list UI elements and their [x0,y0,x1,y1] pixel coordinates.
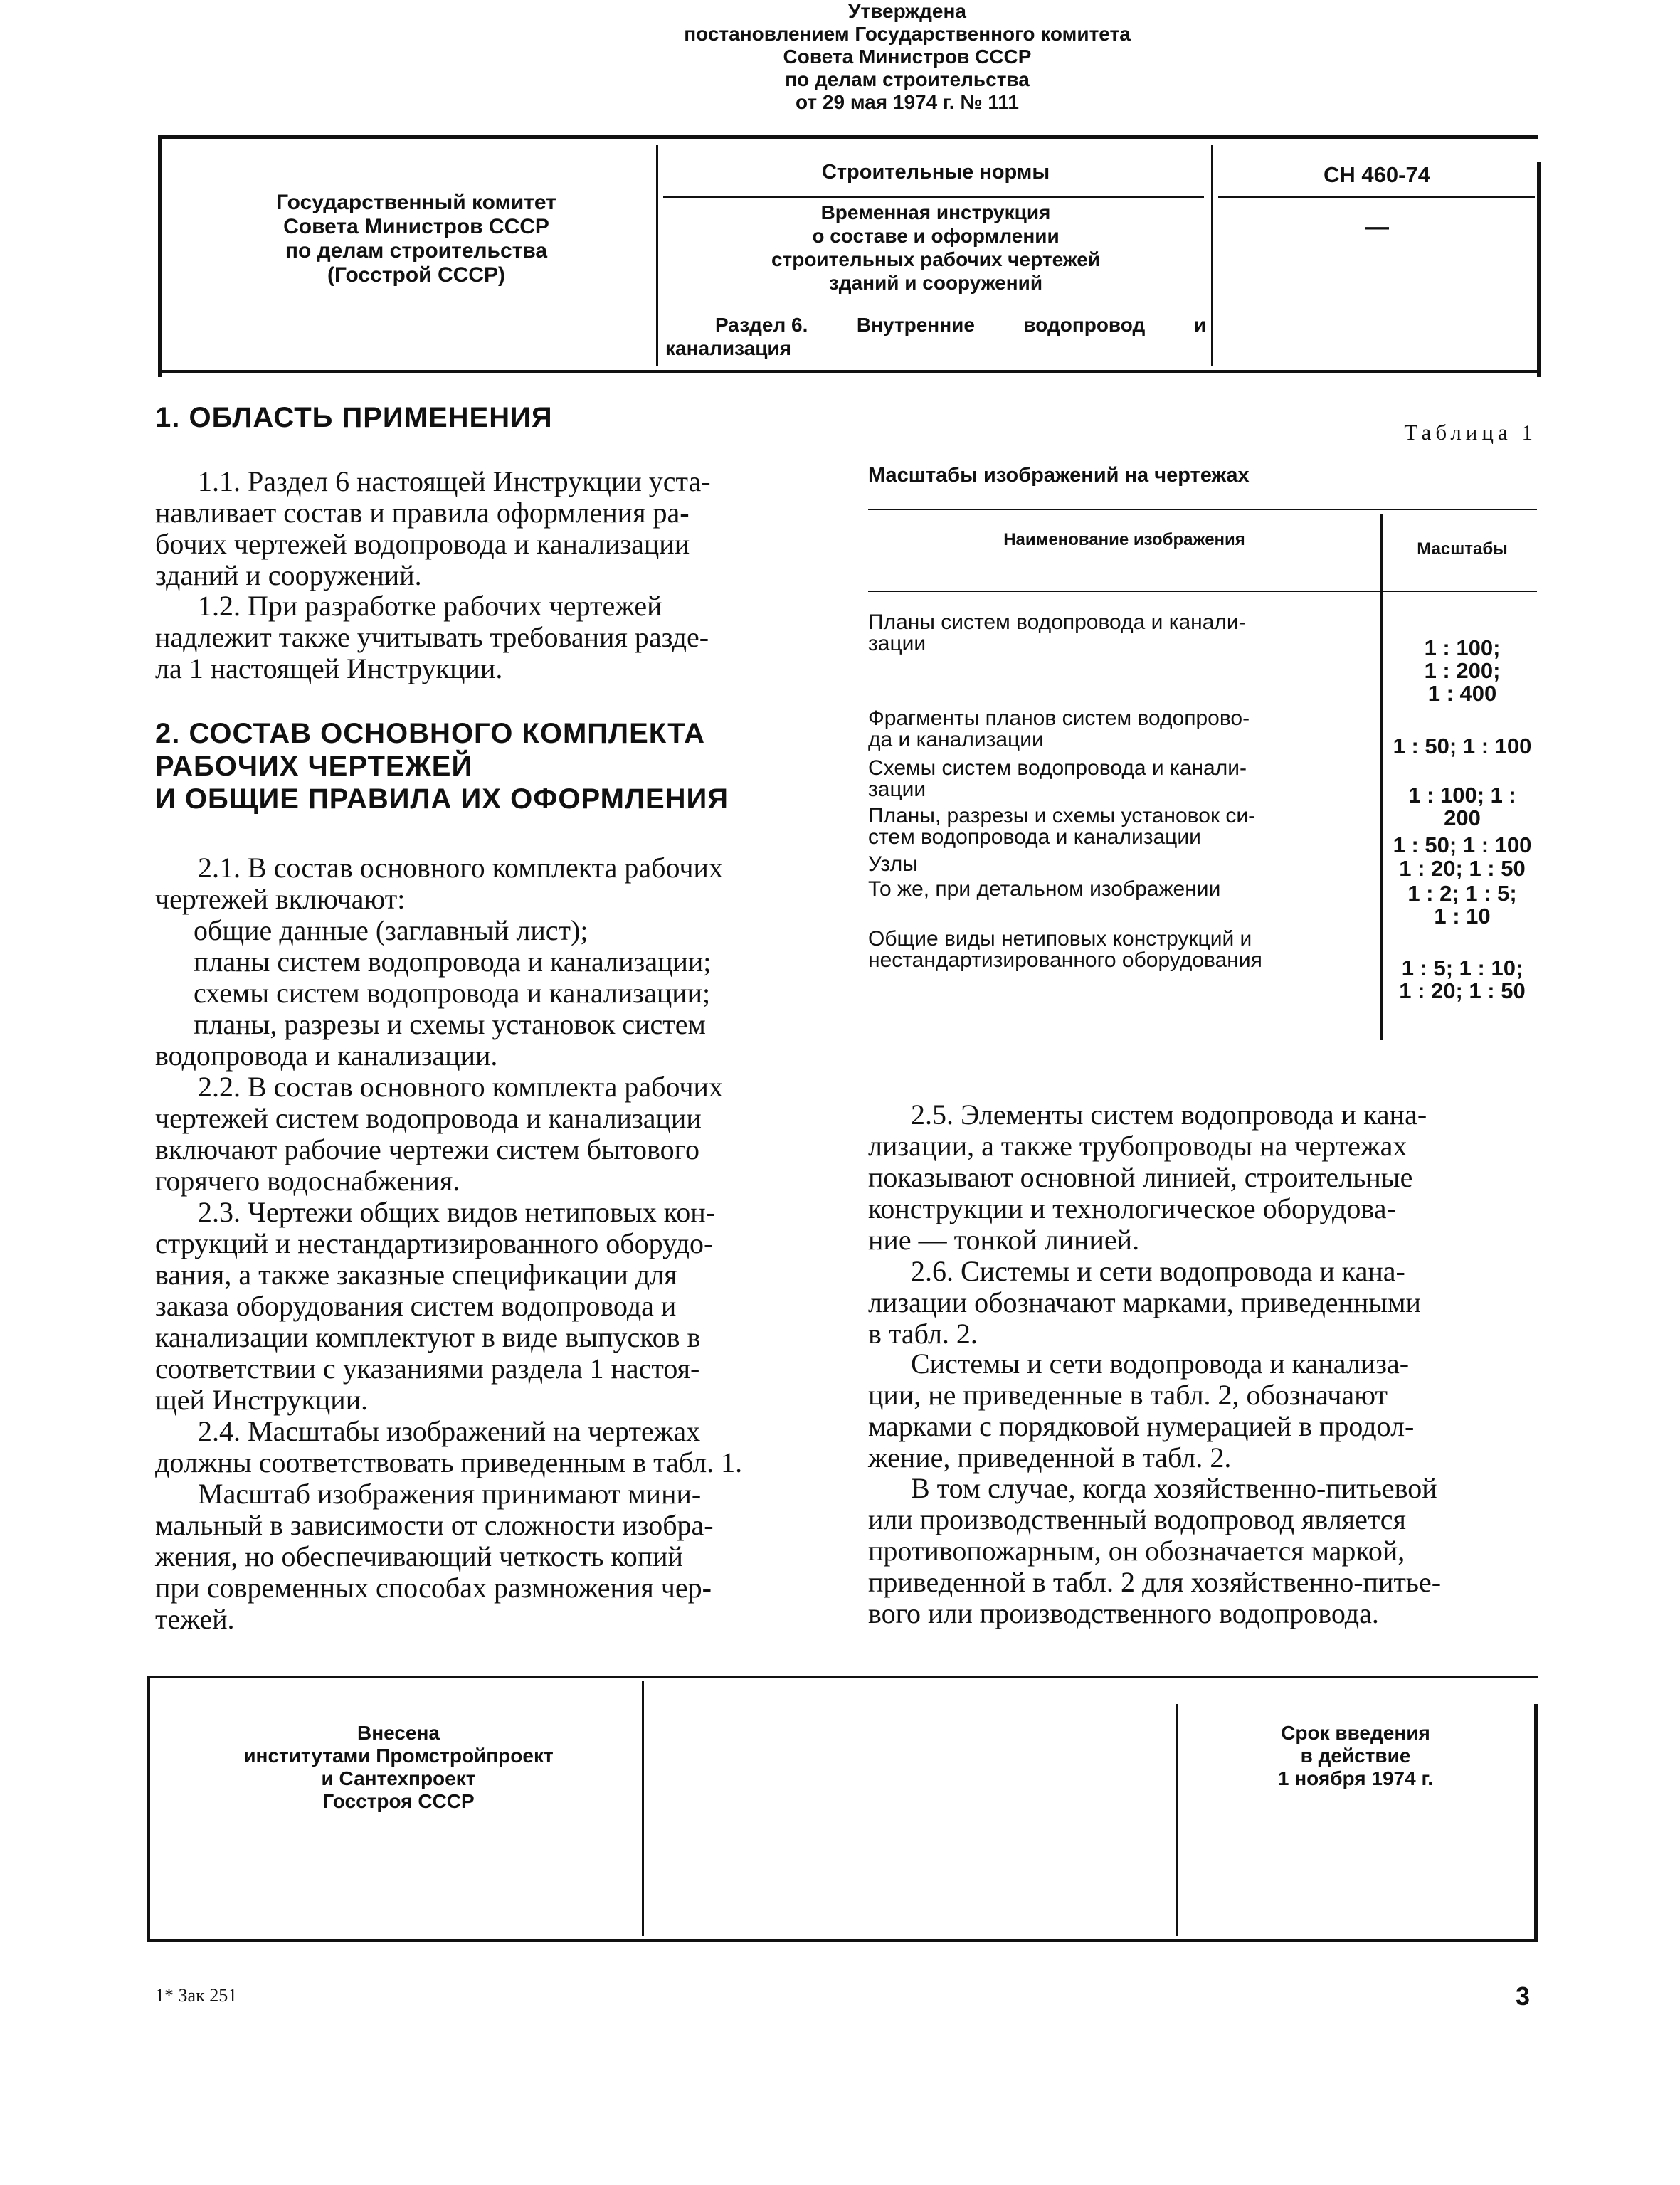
scale-value: 1 : 100; [1424,635,1501,660]
text-line: канализации комплектуют в виде выпусков в [155,1321,701,1353]
text-line: лизации обозначают марками, приведенными [868,1286,1421,1318]
instruction-title [665,201,1206,295]
section-heading: 1. ОБЛАСТЬ ПРИМЕНЕНИЯ [155,402,553,433]
instruction-line: Временная инструкция [820,201,1051,223]
table-header-name: Наименование изображения [1003,530,1245,549]
scale-value: 1 : 5; 1 : 10; [1401,956,1523,980]
text-line: зданий и сооружений. [155,559,422,591]
table-cell-name: То же, при детальном изображении [868,877,1221,901]
document-code: СН 460-74 [1324,162,1430,187]
table-row [868,854,1373,875]
paragraph-2-6-cont [868,1348,1537,1474]
table-row [868,708,1373,751]
text-line: 2.1. В состав основного комплекта рабочих [198,852,723,884]
heading-line: РАБОЧИХ ЧЕРТЕЖЕЙ [155,751,473,782]
order-number: 1* Зак 251 [155,1985,238,2006]
text-line: струкций и нестандартизированного оборудо- [155,1227,714,1259]
text-line: 2.2. В состав основного комплекта рабочих [198,1071,723,1103]
header-divider [663,196,1204,198]
table-cell-name: Общие виды нетиповых конструкций и [868,927,1252,951]
paragraph-1-2 [155,591,828,684]
norms-title: Строительные нормы [821,161,1050,184]
paragraph-2-6-note [868,1473,1537,1629]
table-cell-scale [1388,882,1537,928]
footer-line: Совета Министров СССР [783,46,1032,68]
paragraph-1-1 [155,466,828,591]
heading-line: 2. СОСТАВ ОСНОВНОГО КОМПЛЕКТА [155,718,705,749]
text-line: 1.2. При разработке рабочих чертежей [198,590,662,622]
section-word: Внутренние [856,314,975,336]
empty-cell-dash: — [1365,213,1389,240]
text-line: марками с порядковой нумерацией в продол- [868,1410,1415,1442]
instruction-line: о составе и оформлении [812,225,1060,247]
effective-date [1185,1722,1526,1790]
text-line: жение, приведенной в табл. 2. [868,1441,1232,1474]
table-cell-name: стем водопровода и канализации [868,825,1201,849]
text-line: должны соответствовать приведенным в табл. 1. [155,1446,743,1478]
table-caption: Таблица 1 [1404,420,1537,445]
footer-bottom-rule [147,1939,1538,1942]
text-line: жения, но обеспечивающий четкость копий [155,1540,683,1572]
header-divider [1218,196,1535,198]
footer-line: 1 ноября 1974 г. [1277,1767,1434,1789]
footer-line: по делам строительства [785,68,1030,90]
text-line: планы, разрезы и схемы установок систем [194,1008,706,1040]
header-divider [656,145,658,366]
scale-value: 1 : 20; 1 : 50 [1399,978,1526,1003]
footer-divider [642,1681,644,1936]
text-line: Масштаб изображения принимают мини- [198,1478,702,1510]
issuing-organization [185,191,648,287]
page-number: 3 [1516,1982,1531,2011]
table-cell-scale [1388,637,1537,705]
section-line: канализация [665,337,791,359]
table-column-rule [1380,514,1383,1040]
table-cell-scale [1388,784,1537,830]
text-line: ла 1 настоящей Инструкции. [155,652,503,684]
table-row [868,612,1373,655]
text-line: ции, не приведенные в табл. 2, обозначают [868,1379,1388,1411]
scale-value: 1 : 50; 1 : 100 [1393,734,1532,758]
text-line: мальный в зависимости от сложности изобра- [155,1509,714,1541]
instruction-line: строительных рабочих чертежей [771,248,1101,270]
section-word: и [1193,314,1206,336]
text-line: навливает состав и правила оформления ра- [155,497,690,529]
heading-line: И ОБЩИЕ ПРАВИЛА ИХ ОФОРМЛЕНИЯ [155,783,729,815]
text-line: показывают основной линией, строительные [868,1161,1413,1193]
text-line: горячего водоснабжения. [155,1165,460,1197]
text-line: общие данные (заглавный лист); [194,914,588,946]
scale-value: 1 : 50; 1 : 100 [1393,832,1532,857]
introduced-by [164,1722,633,1813]
text-line: лизации, а также трубопроводы на чертежах [868,1130,1407,1162]
footer-top-rule [147,1676,1538,1678]
scale-value: 1 : 10 [1434,904,1491,929]
table-cell-name: Планы систем водопровода и канали- [868,610,1246,634]
text-line: включают рабочие чертежи систем бытового [155,1133,699,1165]
table-row [868,805,1373,848]
section-title [665,313,1206,360]
text-line: заказа оборудования систем водопровода и [155,1290,677,1322]
table-cell-name: зации [868,778,926,801]
table-row [868,879,1373,900]
scale-value: 1 : 100; 1 : 200 [1408,783,1516,830]
header-divider [1211,145,1213,366]
org-line: (Госстрой СССР) [327,263,505,287]
table-cell-scale [1388,834,1537,857]
footer-line: от 29 мая 1974 г. № 111 [796,91,1019,113]
text-line: Системы и сети водопровода и канализа- [911,1348,1410,1380]
section-word: водопровод [1023,314,1146,336]
header-top-rule [158,135,1538,139]
text-line: планы систем водопровода и канализации; [194,946,712,978]
section-word: Раздел 6. [715,314,808,336]
text-line: приведенной в табл. 2 для хозяйственно-питье- [868,1566,1442,1598]
table-cell-scale [1388,735,1537,758]
paragraph-2-2 [155,1072,828,1197]
table-cell-name: Планы, разрезы и схемы установок си- [868,804,1256,827]
section-line [665,313,1206,337]
header-bottom-rule [158,370,1538,373]
text-line: 2.3. Чертежи общих видов нетиповых кон- [198,1196,715,1228]
text-line: 1.1. Раздел 6 настоящей Инструкции уста- [198,465,711,497]
text-line: ние — тонкой линией. [868,1224,1140,1256]
footer-line: Внесена [357,1722,440,1744]
text-line: 2.4. Масштабы изображений на чертежах [198,1415,701,1447]
paragraph-2-3 [155,1197,828,1416]
text-line: тежей. [155,1603,235,1635]
text-line: или производственный водопровод является [868,1503,1406,1535]
table-cell-name: зации [868,632,926,655]
footer-line: в действие [1300,1745,1411,1767]
text-line: вания, а также заказные спецификации для [155,1259,677,1291]
text-line: при современных способах размножения чер- [155,1572,712,1604]
paragraph-2-5 [868,1099,1537,1256]
table-cell-name: Фрагменты планов систем водопрово- [868,707,1250,730]
table-cell-name: да и канализации [868,728,1044,751]
footer-line: Госстроя СССР [322,1790,475,1812]
text-line: водопровода и канализации. [155,1039,498,1072]
paragraph-2-1 [155,852,828,1072]
text-line: соответствии с указаниями раздела 1 настоя- [155,1353,700,1385]
paragraph-2-4-cont [155,1478,828,1635]
text-line: 2.6. Системы и сети водопровода и кана- [911,1255,1405,1287]
section-heading [155,717,828,815]
text-line: схемы систем водопровода и канализации; [194,977,711,1009]
footer-line: постановлением Государственного комитета [684,23,1131,45]
table-header-scale: Масштабы [1417,539,1508,559]
table-rule [868,509,1537,510]
footer-divider [1176,1704,1178,1936]
text-line: 2.5. Элементы систем водопровода и кана- [911,1099,1427,1131]
table-cell-name: Схемы систем водопровода и канали- [868,756,1247,780]
footer-right-rule [1534,1704,1538,1939]
table-cell-scale [1388,857,1537,880]
text-line: В том случае, когда хозяйственно-питьевой [911,1472,1437,1504]
text-line: конструкции и технологическое оборудова- [868,1192,1396,1224]
org-line: по делам строительства [285,239,548,263]
scale-value: 1 : 20; 1 : 50 [1399,856,1526,881]
footer-line: Срок введения [1281,1722,1430,1744]
org-line: Совета Министров СССР [283,215,549,238]
scale-value: 1 : 2; 1 : 5; [1407,881,1517,906]
instruction-line: зданий и сооружений [828,272,1043,294]
scale-value: 1 : 200; [1424,658,1501,683]
paragraph-2-6 [868,1256,1537,1350]
approved-by [644,0,1171,114]
text-line: щей Инструкции. [155,1384,369,1416]
org-line: Государственный комитет [276,191,556,214]
footer-line: Утверждена [848,0,966,22]
table-title: Масштабы изображений на чертежах [868,464,1250,487]
text-line: бочих чертежей водопровода и канализации [155,528,690,560]
text-line: вого или производственного водопровода. [868,1597,1379,1629]
text-line: в табл. 2. [868,1318,978,1350]
footer-line: и Сантехпроект [321,1767,476,1789]
table-row [868,929,1373,971]
text-line: чертежей включают: [155,883,406,915]
table-cell-name: Узлы [868,852,918,876]
header-left-rule [158,135,162,377]
table-rule [868,591,1537,592]
header-right-rule [1537,162,1541,377]
footer-left-rule [147,1676,150,1942]
paragraph-2-4 [155,1416,828,1478]
scale-value: 1 : 400 [1427,681,1497,706]
table-row [868,758,1373,800]
text-line: надлежит также учитывать требования разде- [155,621,709,653]
table-cell-name: нестандартизированного оборудования [868,948,1262,972]
table-cell-scale [1388,957,1537,1002]
text-line: чертежей систем водопровода и канализации [155,1102,702,1134]
footer-line: институтами Промстройпроект [243,1745,554,1767]
text-line: противопожарным, он обозначается маркой, [868,1535,1405,1567]
